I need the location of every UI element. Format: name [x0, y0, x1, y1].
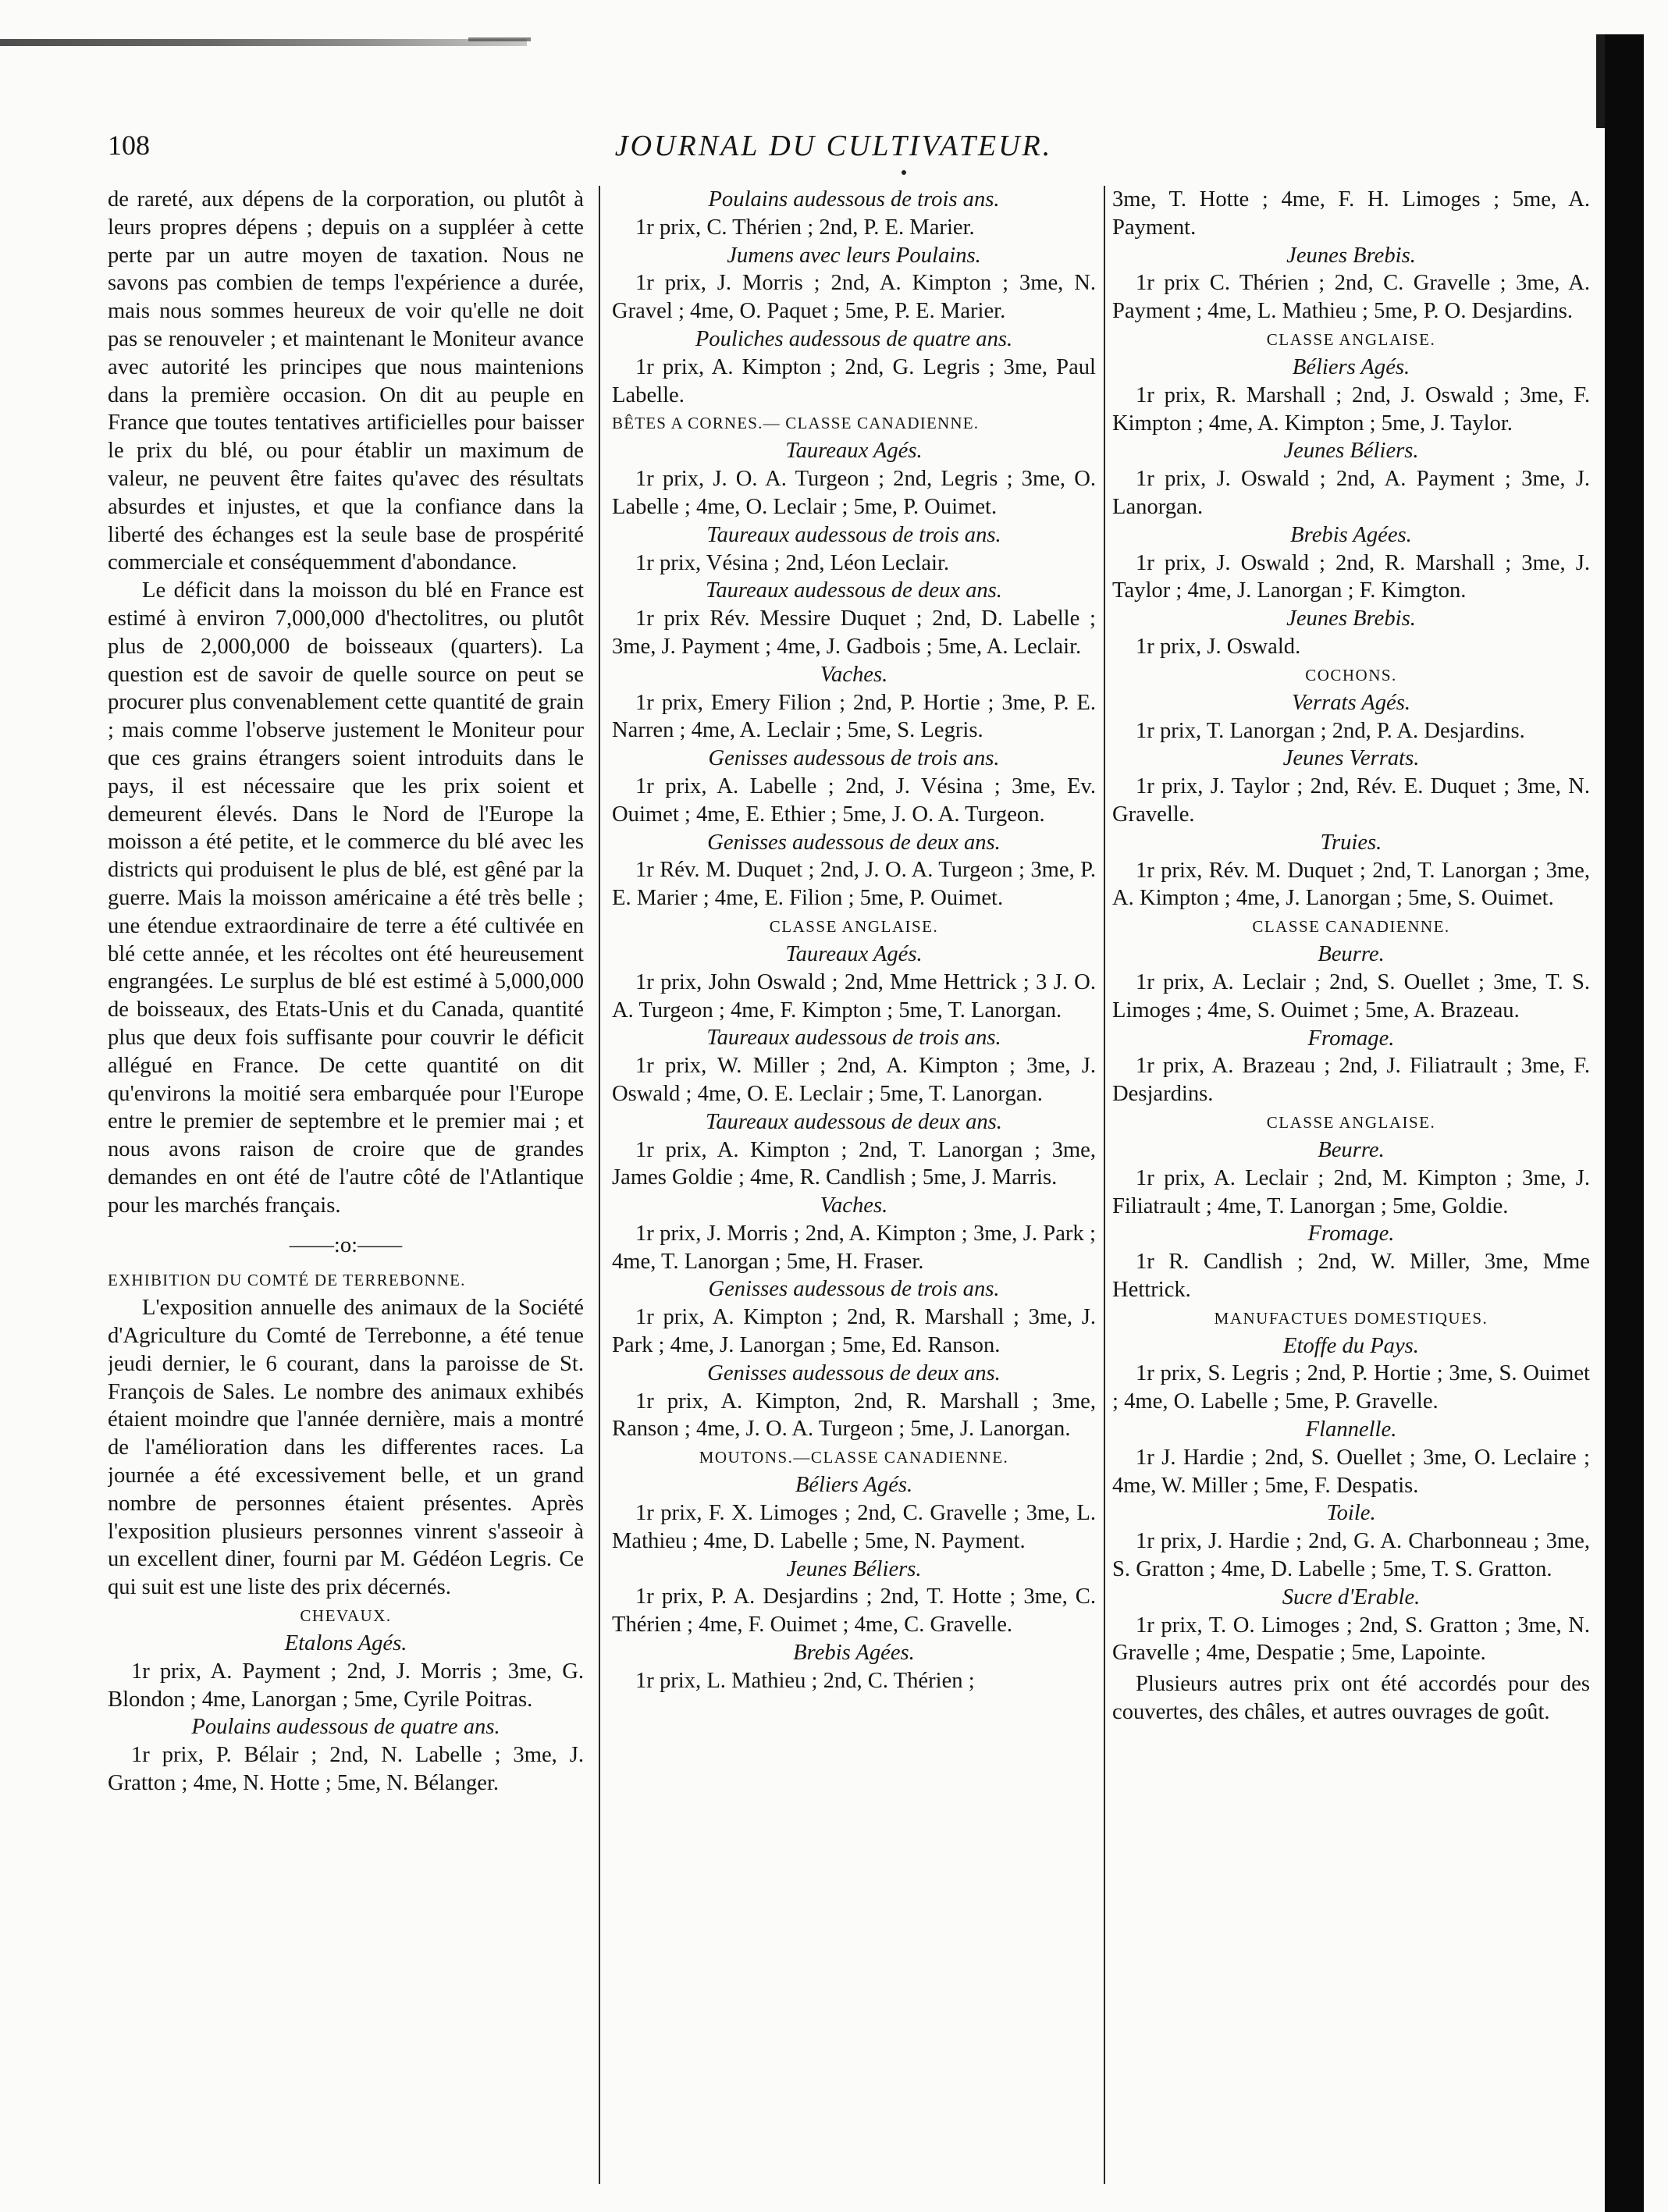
section-ornament: ——:o:——: [289, 1233, 403, 1258]
class-heading: Flannelle.: [1305, 1417, 1397, 1442]
class-heading: Pouliches audessous de quatre ans.: [695, 326, 1013, 351]
category-heading: CLASSE ANGLAISE.: [769, 916, 939, 936]
prize-entry: 1r prix, A. Payment ; 2nd, J. Morris ; 3me, G. Blondon ; 4me, Lanorgan ; 5me, Cyrile Poitras.: [108, 1659, 584, 1712]
column-3: [1112, 186, 1590, 2184]
prize-entry: 1r prix, J. Oswald.: [1136, 634, 1301, 659]
class-heading: Genisses audessous de deux ans.: [707, 1360, 1001, 1385]
prize-entry: 1r prix, F. X. Limoges ; 2nd, C. Gravelle ; 3me, L. Mathieu ; 4me, D. Labelle ; 5me, N. Payment.: [612, 1501, 1096, 1553]
prize-entry: 1r prix, T. Lanorgan ; 2nd, P. A. Desjardins.: [1136, 718, 1525, 743]
class-heading: Brebis Agées.: [1290, 522, 1412, 547]
prize-entry: 1r prix, W. Miller ; 2nd, A. Kimpton ; 3me, J. Oswald ; 4me, O. E. Leclair ; 5me, T. Lanorgan.: [612, 1054, 1096, 1106]
article-paragraph: L'exposition annuelle des animaux de la Société d'Agriculture du Comté de Terrebonne, a été tenue jeudi dernier, le 6 courant, dans la paroisse de St. François de Sales. Le nombre des animaux exhibés étaient moindre que l'année dernière, mais a montré de l'amélioration dans les differentes races. La journée a été excessivement belle, et un grand nombre de personnes étaient présentes. Après l'exposition plusieurs personnes vinrent s'asseoir à un excellent diner, fourni par M. Gédéon Legris. Ce qui suit est une liste des prix décernés.: [108, 1296, 584, 1600]
class-heading: Vaches.: [820, 662, 888, 687]
column-1: [108, 186, 584, 2184]
prize-entry: 1r prix, Emery Filion ; 2nd, P. Hortie ; 3me, P. E. Narren ; 4me, A. Leclair ; 5me, S. Legris.: [612, 690, 1096, 743]
class-heading: Poulains audessous de trois ans.: [708, 187, 1000, 212]
prize-entry: 1r prix, J. Oswald ; 2nd, R. Marshall ; 3me, J. Taylor ; 4me, J. Lanorgan ; F. Kimgton.: [1112, 550, 1590, 603]
category-heading: BÊTES A CORNES.— CLASSE CANADIENNE.: [612, 414, 980, 433]
category-heading: MOUTONS.—CLASSE CANADIENNE.: [699, 1448, 1009, 1467]
page-binding-edge: [1605, 34, 1644, 2212]
prize-entry: 1r J. Hardie ; 2nd, S. Ouellet ; 3me, O. Leclaire ; 4me, W. Miller ; 5me, F. Despatis.: [1112, 1445, 1590, 1498]
class-heading: Genisses audessous de deux ans.: [707, 830, 1001, 855]
prize-entry: 1r prix, A. Kimpton ; 2nd, T. Lanorgan ; 3me, James Goldie ; 4me, R. Candlish ; 5me, J. Marris.: [612, 1137, 1096, 1190]
class-heading: Taureaux audessous de trois ans.: [706, 522, 1001, 547]
category-heading: COCHONS.: [1305, 665, 1397, 685]
closing-paragraph: Plusieurs autres prix ont été accordés pour des couvertes, des châles, et autres ouvrages de goût.: [1112, 1672, 1590, 1725]
category-heading: CLASSE ANGLAISE.: [1266, 329, 1436, 349]
prize-entry: 1r prix, P. A. Desjardins ; 2nd, T. Hotte ; 3me, C. Thérien ; 4me, F. Ouimet ; 4me, C. Gravelle.: [612, 1584, 1096, 1638]
page-header: [108, 129, 1560, 168]
column-rule: [1104, 186, 1105, 2184]
class-heading: Taureaux Agés.: [785, 941, 923, 966]
class-heading: Jeunes Béliers.: [1283, 439, 1419, 464]
prize-entry: 1r prix, A. Leclair ; 2nd, S. Ouellet ; 3me, T. S. Limoges ; 4me, S. Ouimet ; 5me, A. Brazeau.: [1112, 969, 1590, 1022]
prize-entry: 1r prix, A. Kimpton ; 2nd, G. Legris ; 3me, Paul Labelle.: [612, 354, 1096, 407]
class-heading: Genisses audessous de trois ans.: [708, 746, 1000, 771]
prize-entry: 1r prix, J. Taylor ; 2nd, Rév. E. Duquet ; 3me, N. Gravelle.: [1112, 774, 1590, 827]
prize-entry: 1r prix, P. Bélair ; 2nd, N. Labelle ; 3me, J. Gratton ; 4me, N. Hotte ; 5me, N. Bélanger.: [108, 1743, 584, 1796]
class-heading: Taureaux audessous de deux ans.: [706, 1109, 1002, 1134]
class-heading: Béliers Agés.: [795, 1473, 913, 1498]
prize-entry: 1r prix, J. Morris ; 2nd, A. Kimpton ; 3me, J. Park ; 4me, T. Lanorgan ; 5me, H. Fraser.: [612, 1221, 1096, 1274]
class-heading: Genisses audessous de trois ans.: [708, 1277, 1000, 1302]
journal-title: JOURNAL DU CULTIVATEUR.: [614, 130, 1053, 162]
prize-entry: 1r prix, A. Kimpton ; 2nd, R. Marshall ; 3me, J. Park ; 4me, J. Lanorgan ; 5me, Ed. Ranson.: [612, 1305, 1096, 1358]
class-heading: Taureaux audessous de deux ans.: [706, 578, 1002, 603]
category-heading: MANUFACTUES DOMESTIQUES.: [1214, 1308, 1488, 1328]
section-heading: EXHIBITION DU COMTÉ DE TERREBONNE.: [108, 1271, 466, 1290]
category-heading: CLASSE ANGLAISE.: [1266, 1112, 1436, 1132]
class-heading: Jumens avec leurs Poulains.: [727, 243, 981, 268]
class-heading: Fromage.: [1307, 1222, 1395, 1246]
class-heading: Jeunes Béliers.: [786, 1556, 922, 1581]
prize-entry: 1r prix, A. Brazeau ; 2nd, J. Filiatrault ; 3me, F. Desjardins.: [1112, 1054, 1590, 1107]
prize-entry: 1r prix, T. O. Limoges ; 2nd, S. Gratton ; 3me, N. Gravelle ; 4me, Despatie ; 5me, Lapointe.: [1112, 1613, 1590, 1666]
class-heading: Etalons Agés.: [284, 1631, 407, 1656]
prize-entry: 1r prix, J. Morris ; 2nd, A. Kimpton ; 3me, N. Gravel ; 4me, O. Paquet ; 5me, P. E. Marier.: [612, 271, 1096, 324]
category-heading: CLASSE CANADIENNE.: [1252, 917, 1450, 937]
class-heading: Verrats Agés.: [1292, 690, 1410, 715]
class-heading: Taureaux Agés.: [785, 439, 923, 464]
prize-entry: 1r prix, John Oswald ; 2nd, Mme Hettrick ; 3 J. O. A. Turgeon ; 4me, F. Kimpton ; 5me, T. Lanorgan.: [612, 969, 1096, 1022]
article-continuation: de rareté, aux dépens de la corporation, ou plutôt à leurs propres dépens ; depuis on a suppléer à cette perte par un autre moyen de taxation. Nous ne savons pas combien de temps l'expérience a durée, mais nous sommes heureux de voir qu'elle ne doit pas se renouveler ; et maintenant le Moniteur avance avec autorité les principes que nous maintenions dans la première occasion. On dit au peuple en France que toutes tentatives artificielles pour baisser le prix du blé, ou pour établir un maximum de valeur, ne peuvent être faites qu'avec des résultats absurdes et injustes, et que la confiance dans la liberté des échanges est la seule base de prospérité commerciale et conséquemment d'abondance.: [108, 187, 584, 575]
prize-entry: 1r Rév. M. Duquet ; 2nd, J. O. A. Turgeon ; 3me, P. E. Marier ; 4me, E. Filion ; 5me, P. Ouimet.: [612, 858, 1096, 911]
class-heading: Brebis Agées.: [793, 1641, 915, 1666]
prize-entry: 1r prix, A. Labelle ; 2nd, J. Vésina ; 3me, Ev. Ouimet ; 4me, E. Ethier ; 5me, J. O. A. Turgeon.: [612, 773, 1096, 827]
class-heading: Beurre.: [1318, 942, 1385, 967]
class-heading: Jeunes Brebis.: [1286, 606, 1416, 631]
prize-entry: 1r prix, A. Kimpton, 2nd, R. Marshall ; 3me, Ranson ; 4me, J. O. A. Turgeon ; 5me, J. Lanorgan.: [612, 1389, 1096, 1442]
class-heading: Toile.: [1326, 1501, 1376, 1526]
prize-entry: 1r R. Candlish ; 2nd, W. Miller, 3me, Mme Hettrick.: [1112, 1250, 1590, 1302]
scan-edge-mark: [0, 39, 527, 46]
class-heading: Etoffe du Pays.: [1283, 1333, 1419, 1358]
prize-entry: 3me, T. Hotte ; 4me, F. H. Limoges ; 5me, A. Payment.: [1112, 187, 1590, 240]
class-heading: Poulains audessous de quatre ans.: [191, 1715, 500, 1740]
class-heading: Taureaux audessous de trois ans.: [706, 1026, 1001, 1051]
class-heading: Beurre.: [1318, 1137, 1385, 1162]
class-heading: Béliers Agés.: [1292, 354, 1410, 379]
class-heading: Fromage.: [1307, 1026, 1395, 1051]
prize-entry: 1r prix Rév. Messire Duquet ; 2nd, D. Labelle ; 3me, J. Payment ; 4me, J. Gadbois ; 5me, A. Leclair.: [612, 606, 1096, 659]
prize-entry: 1r prix, R. Marshall ; 2nd, J. Oswald ; 3me, F. Kimpton ; 4me, A. Kimpton ; 5me, J. Taylor.: [1112, 382, 1590, 436]
prize-entry: 1r prix, A. Leclair ; 2nd, M. Kimpton ; 3me, J. Filiatrault ; 4me, T. Lanorgan ; 5me, Goldie.: [1112, 1165, 1590, 1218]
prize-entry: 1r prix, J. Hardie ; 2nd, G. A. Charbonneau ; 3me, S. Gratton ; 4me, D. Labelle ; 5me, T. S. Gratton.: [1112, 1529, 1590, 1582]
class-heading: Vaches.: [820, 1193, 888, 1218]
class-heading: Jeunes Verrats.: [1282, 746, 1420, 771]
prize-entry: 1r prix, Rév. M. Duquet ; 2nd, T. Lanorgan ; 3me, A. Kimpton ; 4me, J. Lanorgan ; 5me, S. Ouimet.: [1112, 858, 1590, 911]
scan-edge-mark: [468, 37, 531, 41]
class-heading: Sucre d'Erable.: [1282, 1584, 1421, 1609]
prize-entry: 1r prix, J. Oswald ; 2nd, A. Payment ; 3me, J. Lanorgan.: [1112, 467, 1590, 519]
prize-entry: 1r prix, Vésina ; 2nd, Léon Leclair.: [635, 550, 950, 575]
article-paragraph: Le déficit dans la moisson du blé en France est estimé à environ 7,000,000 d'hectolitres, ou plutôt plus de 2,000,000 de boisseaux (quarters). La question est de savoir de quelle source on peut se procurer plus convenablement cette quantité de grain ; mais comme l'observe justement le Moniteur pour que ces grains étrangers soient introduits dans le pays, il est nécessaire que les prix soient et demeurent élevés. Dans le Nord de l'Europe la moisson a été petite, et le commerce du blé avec les districts qui produisent le plus de blé, est gêné par la guerre. Mais la moisson américaine a été très belle ; une étendue extraordinaire de terre a été cultivée en blé cette année, et les récoltes ont été heureusement engrangées. Le surplus de blé est estimé à 5,000,000 de boisseaux, des Etats-Unis et du Canada, quantité plus que deux fois suffisante pour couvrir le déficit allégué en France. De cette quantité on dit qu'environs la moitié sera embarquée pour l'Europe entre le premier de septembre et le premier mai ; et nous avons raison de croire que de grandes demandes en ont été de l'autre côté de l'Atlantique pour les marchés français.: [108, 578, 584, 1218]
prize-entry: 1r prix C. Thérien ; 2nd, C. Gravelle ; 3me, A. Payment ; 4me, L. Mathieu ; 5me, P. O. Desjardins.: [1112, 271, 1590, 324]
prize-entry: 1r prix, S. Legris ; 2nd, P. Hortie ; 3me, S. Ouimet ; 4me, O. Labelle ; 5me, P. Gravelle.: [1112, 1361, 1590, 1414]
prize-entry: 1r prix, C. Thérien ; 2nd, P. E. Marier.: [635, 215, 975, 240]
prize-entry: 1r prix, L. Mathieu ; 2nd, C. Thérien ;: [635, 1668, 975, 1693]
column-rule: [599, 186, 600, 2184]
prize-entry: 1r prix, J. O. A. Turgeon ; 2nd, Legris ; 3me, O. Labelle ; 4me, O. Leclair ; 5me, P. Ouimet.: [612, 467, 1096, 519]
class-heading: Truies.: [1320, 830, 1382, 855]
column-2: [612, 186, 1096, 2184]
category-heading: CHEVAUX.: [300, 1606, 392, 1626]
page-number: 108: [108, 130, 150, 161]
header-dot: [902, 170, 906, 175]
class-heading: Jeunes Brebis.: [1286, 243, 1416, 268]
